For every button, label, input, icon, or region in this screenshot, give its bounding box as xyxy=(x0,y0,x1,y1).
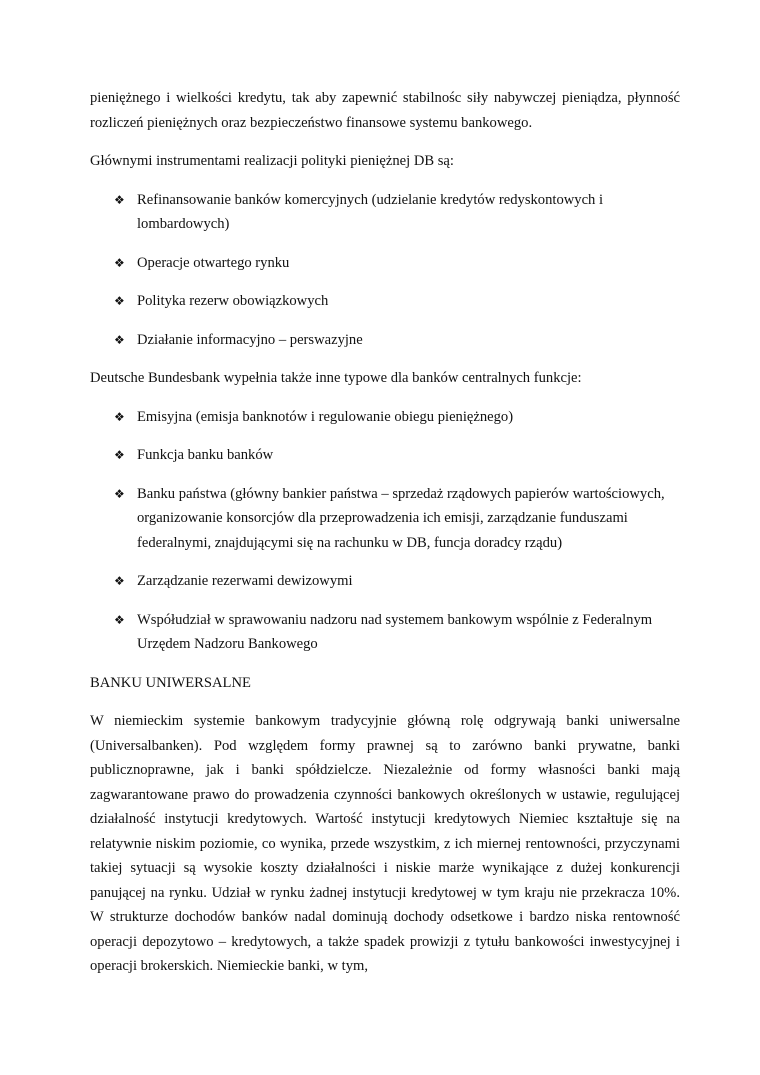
intro-paragraph: pieniężnego i wielkości kredytu, tak aby zapewnić stabilnośc siły nabywczej pieniądza, płynność rozliczeń pieniężnych oraz bezpieczeństwo finansowe systemu bankowego. xyxy=(90,90,680,131)
instruments-list xyxy=(90,188,680,353)
four-diamond-bullet-icon: ❖ xyxy=(114,486,125,501)
list-item xyxy=(90,443,680,468)
four-diamond-bullet-icon: ❖ xyxy=(114,574,125,588)
list-item-text: Polityka rezerw obowiązkowych xyxy=(137,293,329,309)
list-item-text: Współudział w sprawowaniu nadzoru nad systemem bankowym wspólnie z Federalnym Urzędem Nadzoru Bankowego xyxy=(137,611,653,652)
four-diamond-bullet-icon: ❖ xyxy=(114,192,125,207)
section-body-paragraph: W niemieckim systemie bankowym tradycyjnie główną rolę odgrywają banki uniwersalne (Universalbanken). Pod względem formy prawnej są to zarówno banki prywatne, banki publicznoprawne, jak i banki spółdzielcze. Niezależnie od formy własności banki mają zagwarantowane prawo do prowadzenia czynności bankowych określonych w ustawie, regulującej działalność instytucji kredytowych. Wartość instytucji kredytowych Niemiec kształtuje się na relatywnie niskim poziomie, co wynika, przede wszystkim, z ich miernej rentowności, przyczynami takiej sytuacji są wysokie koszty działalności i niskie marże wynikające z dużej konkurencji panującej na rynku. Udział w rynku żadnej instytucji kredytowej w tym kraju nie przekracza 10%. W strukturze dochodów banków nadal dominują dochody odsetkowe i bardzo niska rentowność operacji depozytowo – kredytowych, a także spadek prowizji z tytułu bankowości inwestycyjnej i operacji brokerskich. Niemieckie banki, w tym, xyxy=(90,713,680,974)
list-item-text: Działanie informacyjno – perswazyjne xyxy=(137,331,363,348)
list-item xyxy=(90,328,680,353)
list-item xyxy=(90,569,680,594)
four-diamond-bullet-icon: ❖ xyxy=(114,612,125,627)
four-diamond-bullet-icon: ❖ xyxy=(114,448,125,462)
four-diamond-bullet-icon: ❖ xyxy=(114,409,125,424)
list-item xyxy=(90,405,680,430)
list-item xyxy=(90,482,680,556)
four-diamond-bullet-icon: ❖ xyxy=(114,332,125,347)
section-heading: BANKU UNIWERSALNE xyxy=(90,674,251,691)
functions-list xyxy=(90,405,680,657)
list-item-text: Operacje otwartego rynku xyxy=(137,254,290,271)
four-diamond-bullet-icon: ❖ xyxy=(114,255,125,270)
document-page xyxy=(90,86,680,979)
four-diamond-bullet-icon: ❖ xyxy=(114,294,125,308)
list-item-text: Zarządzanie rezerwami dewizowymi xyxy=(137,573,353,589)
list-item-text: Emisyjna (emisja banknotów i regulowanie obiegu pieniężnego) xyxy=(137,408,514,425)
list-item xyxy=(90,188,680,237)
list-item xyxy=(90,251,680,276)
list-item xyxy=(90,289,680,314)
list-item-text: Banku państwa (główny bankier państwa – sprzedaż rządowych papierów wartościowych, organizowanie konsorcjów dla przeprowadzenia ich emisji, zarządzanie funduszami federalnymi, znajdującymi się na rachunku w DB, funcja doradcy rządu) xyxy=(137,485,665,551)
instruments-lead: Głównymi instrumentami realizacji polityki pieniężnej DB są: xyxy=(90,153,454,169)
list-item xyxy=(90,608,680,657)
list-item-text: Refinansowanie banków komercyjnych (udzielanie kredytów redyskontowych i lombardowych) xyxy=(137,191,604,232)
functions-lead: Deutsche Bundesbank wypełnia także inne typowe dla banków centralnych funkcje: xyxy=(90,370,582,386)
list-item-text: Funkcja banku banków xyxy=(137,447,274,463)
